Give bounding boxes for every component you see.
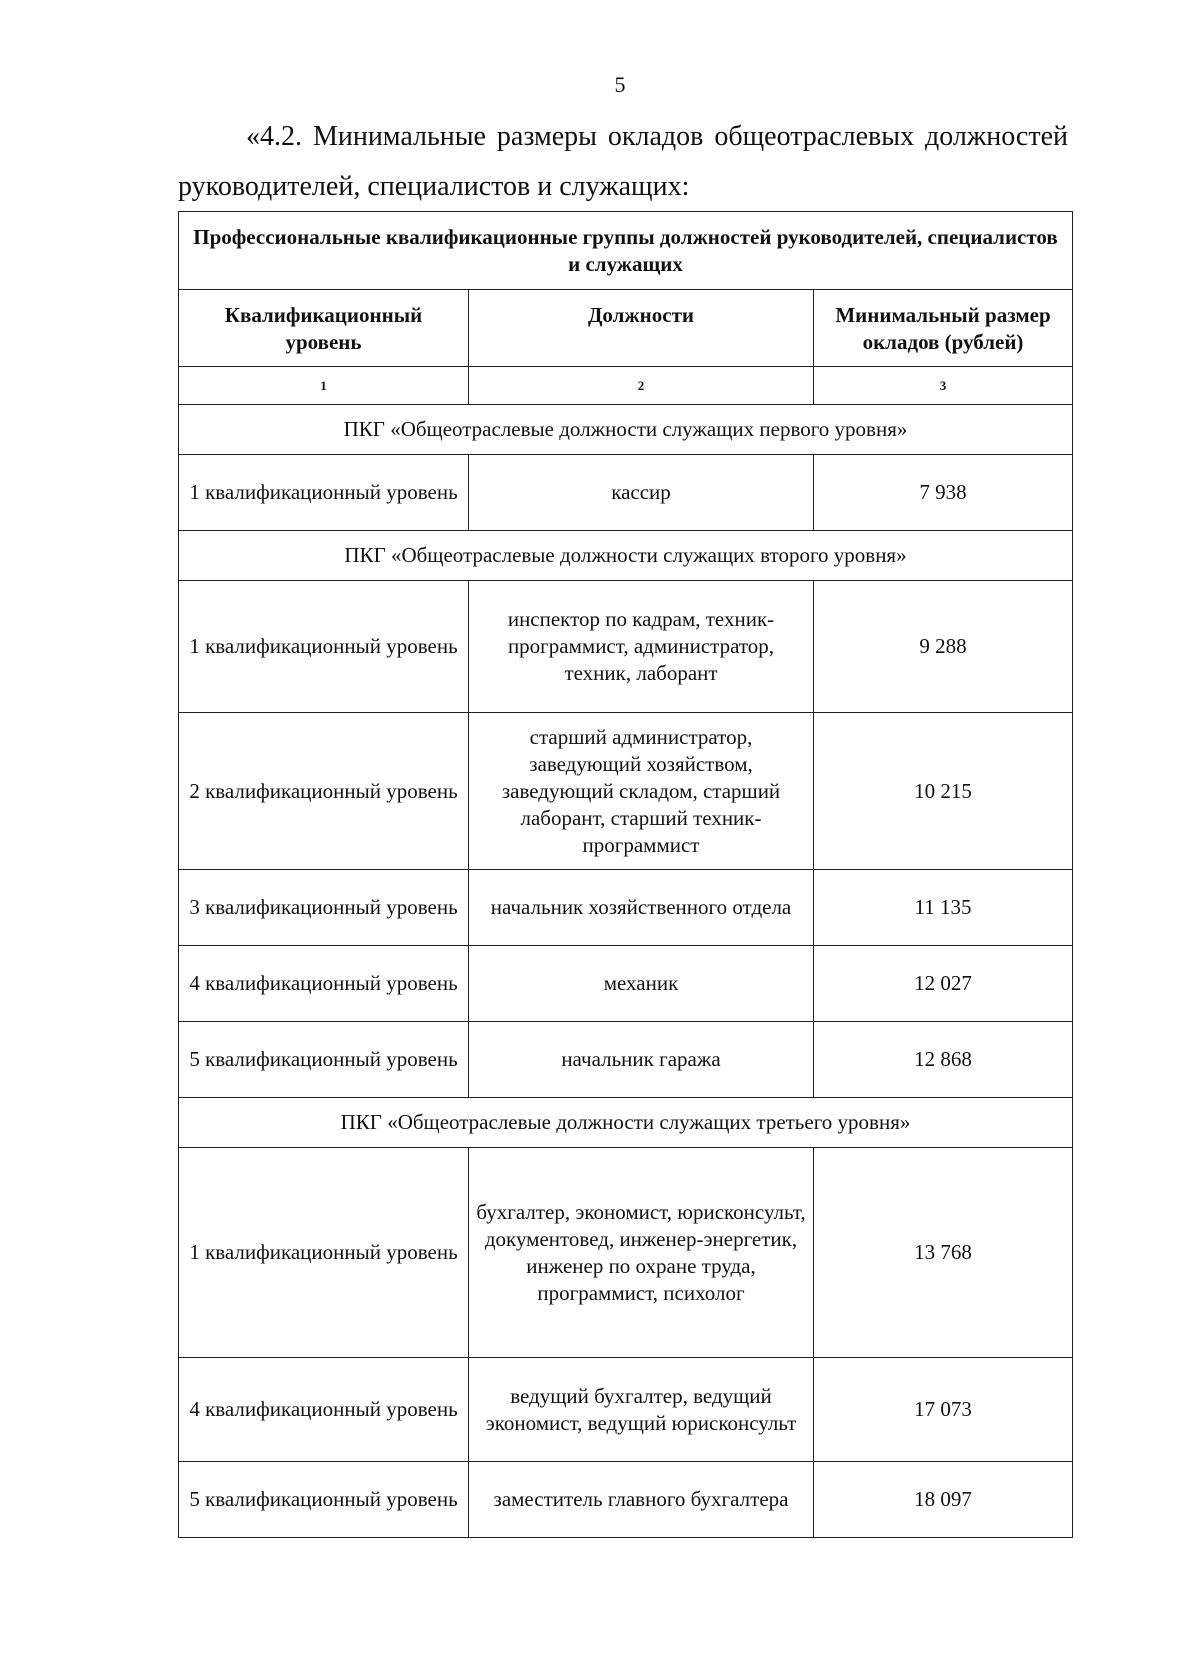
table-row — [179, 455, 1073, 531]
table-title-row — [179, 212, 1073, 290]
salary-cell: 9 288 — [814, 581, 1073, 713]
positions-cell: механик — [469, 946, 814, 1022]
column-number-row — [179, 367, 1073, 405]
group-title: ПКГ «Общеотраслевые должности служащих второго уровня» — [179, 531, 1073, 581]
positions-cell: заместитель главного бухгалтера — [469, 1462, 814, 1538]
table-header-row — [179, 290, 1073, 367]
column-header-salary: Минимальный размер окладов (рублей) — [814, 290, 1073, 367]
group-header-row — [179, 531, 1073, 581]
salary-cell: 12 868 — [814, 1022, 1073, 1098]
level-cell: 3 квалификационный уровень — [179, 870, 469, 946]
level-cell: 1 квалификационный уровень — [179, 581, 469, 713]
table-row — [179, 946, 1073, 1022]
column-number: 3 — [814, 367, 1073, 405]
table-title: Профессиональные квалификационные группы должностей руководителей, специалистов и служащих — [179, 212, 1073, 290]
salary-table — [178, 211, 1073, 1538]
group-title: ПКГ «Общеотраслевые должности служащих третьего уровня» — [179, 1098, 1073, 1148]
section-heading-text: «4.2. Минимальные размеры окладов общеотраслевых должностей руководителей, специалистов и служащих: — [178, 121, 1068, 202]
group-header-row — [179, 1098, 1073, 1148]
positions-cell: инспектор по кадрам, техник-программист, администратор, техник, лаборант — [469, 581, 814, 713]
salary-cell: 17 073 — [814, 1358, 1073, 1462]
positions-cell: бухгалтер, экономист, юрисконсульт, документовед, инженер-энергетик, инженер по охране труда, программист, психолог — [469, 1148, 814, 1358]
table-row — [179, 1148, 1073, 1358]
positions-cell: начальник гаража — [469, 1022, 814, 1098]
level-cell: 1 квалификационный уровень — [179, 1148, 469, 1358]
column-number: 2 — [469, 367, 814, 405]
positions-cell: начальник хозяйственного отдела — [469, 870, 814, 946]
positions-cell: старший администратор, заведующий хозяйством, заведующий складом, старший лаборант, старший техник-программист — [469, 713, 814, 870]
level-cell: 2 квалификационный уровень — [179, 713, 469, 870]
table-row — [179, 1022, 1073, 1098]
table-row — [179, 581, 1073, 713]
level-cell: 4 квалификационный уровень — [179, 1358, 469, 1462]
salary-cell: 10 215 — [814, 713, 1073, 870]
positions-cell: кассир — [469, 455, 814, 531]
salary-cell: 13 768 — [814, 1148, 1073, 1358]
group-header-row — [179, 405, 1073, 455]
salary-cell: 12 027 — [814, 946, 1073, 1022]
column-header-positions: Должности — [469, 290, 814, 367]
column-number: 1 — [179, 367, 469, 405]
table-row — [179, 713, 1073, 870]
level-cell: 4 квалификационный уровень — [179, 946, 469, 1022]
level-cell: 5 квалификационный уровень — [179, 1022, 469, 1098]
group-title: ПКГ «Общеотраслевые должности служащих первого уровня» — [179, 405, 1073, 455]
salary-cell: 7 938 — [814, 455, 1073, 531]
level-cell: 5 квалификационный уровень — [179, 1462, 469, 1538]
table-row — [179, 1462, 1073, 1538]
positions-cell: ведущий бухгалтер, ведущий экономист, ведущий юрисконсульт — [469, 1358, 814, 1462]
section-heading — [178, 112, 1068, 212]
table-row — [179, 1358, 1073, 1462]
level-cell: 1 квалификационный уровень — [179, 455, 469, 531]
table-row — [179, 870, 1073, 946]
salary-cell: 11 135 — [814, 870, 1073, 946]
page-number: 5 — [614, 72, 626, 97]
salary-cell: 18 097 — [814, 1462, 1073, 1538]
column-header-level: Квалификационный уровень — [179, 290, 469, 367]
